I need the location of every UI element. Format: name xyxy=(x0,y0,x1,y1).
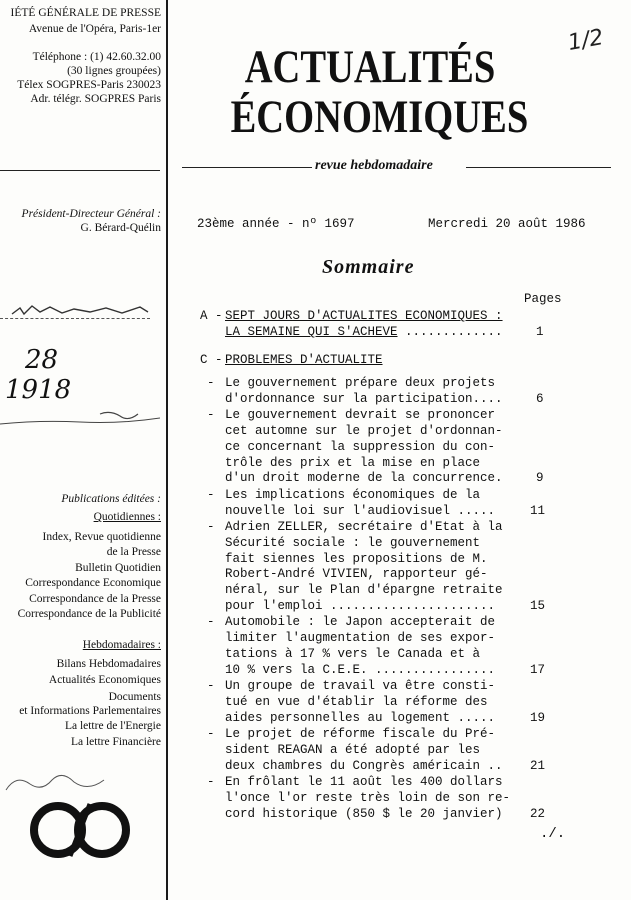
issue-number: 23ème année - nº 1697 xyxy=(197,217,355,231)
item-line: néral, sur le Plan d'épargne retraite xyxy=(225,583,503,598)
item-page: 9 xyxy=(536,471,544,486)
item-line: d'ordonnance sur la participation.... xyxy=(225,391,503,406)
item-line: aides personnelles au logement ..... xyxy=(225,710,496,725)
sommaire-title: Sommaire xyxy=(322,256,415,278)
masthead-line1: ACTUALITÉS xyxy=(244,41,496,93)
item-line: Automobile : le Japon accepterait de xyxy=(225,615,496,630)
item-line: Les implications économiques de la xyxy=(225,487,481,502)
daily-pub-3: Bulletin Quotidien xyxy=(75,562,161,574)
section-a-letter: A - xyxy=(200,309,223,323)
publisher-name: IÉTÉ GÉNÉRALE DE PRESSE xyxy=(10,7,161,19)
continuation-mark: ./. xyxy=(540,826,566,842)
item-line: Un groupe de travail va être consti- xyxy=(225,679,496,694)
item-line: Sécurité sociale : le gouvernement xyxy=(225,535,481,550)
item-line: Adrien ZELLER, secrétaire d'Etat à la xyxy=(225,520,503,534)
publications-heading: Publications éditées : xyxy=(61,493,161,505)
section-c-letter: C - xyxy=(200,353,223,367)
item-line: Le gouvernement prépare deux projets xyxy=(225,376,496,390)
item-line: nouvelle loi sur l'audiovisuel ..... xyxy=(225,503,496,518)
daily-pub-2: de la Presse xyxy=(106,546,161,558)
weekly-pub-5: La lettre de l'Energie xyxy=(64,720,161,732)
publisher-telegram: Adr. télégr. SOGPRES Paris xyxy=(30,93,161,105)
weekly-pub-1: Bilans Hebdomadaires xyxy=(56,658,161,670)
daily-pub-1: Index, Revue quotidienne xyxy=(42,531,161,543)
section-c-title: PROBLEMES D'ACTUALITE xyxy=(225,353,383,367)
section-a-line2: LA SEMAINE QUI S'ACHEVE xyxy=(225,325,398,339)
item-page: 22 xyxy=(530,806,546,821)
item-dash: - xyxy=(207,487,215,502)
weekly-pub-3: Documents xyxy=(108,691,161,703)
item-line: cet automne sur le projet d'ordonnan- xyxy=(225,424,503,438)
item-dash: - xyxy=(207,679,215,694)
item-dash: - xyxy=(207,408,215,423)
weekly-pub-2: Actualités Economiques xyxy=(48,674,161,686)
item-page: 17 xyxy=(530,662,546,677)
weekly-pub-4: et Informations Parlementaires xyxy=(19,705,161,717)
item-line: Robert-André VIVIEN, rapporteur gé- xyxy=(225,567,488,582)
daily-pub-5: Correspondance de la Presse xyxy=(29,593,161,605)
left-separator xyxy=(0,170,160,171)
stamp-scribble xyxy=(10,300,150,322)
item-dash: - xyxy=(207,376,215,390)
sogpres-logo xyxy=(20,800,140,860)
masthead-subtitle: revue hebdomadaire xyxy=(315,158,433,173)
director-name: G. Bérard-Quélin xyxy=(80,222,161,234)
item-line: En frôlant le 11 août les 400 dollars xyxy=(225,775,503,790)
subtitle-rule-left xyxy=(182,167,312,168)
stamp-number: 28 xyxy=(25,345,59,375)
corner-note: 1/2 xyxy=(566,25,606,56)
item-line: d'un droit moderne de la concurrence. xyxy=(225,471,503,486)
issue-date: Mercredi 20 août 1986 xyxy=(428,217,586,231)
section-a-line1: SEPT JOURS D'ACTUALITES ECONOMIQUES : xyxy=(225,309,503,323)
item-line: l'once l'or reste très loin de son re- xyxy=(225,791,511,805)
item-page: 15 xyxy=(530,599,546,613)
pages-label: Pages xyxy=(524,292,562,306)
item-line: fait siennes les propositions de M. xyxy=(225,551,488,566)
column-divider xyxy=(166,0,168,900)
weekly-heading: Hebdomadaires : xyxy=(82,639,161,651)
section-a-dots: ............. xyxy=(397,325,503,339)
logo-scribble xyxy=(2,770,152,800)
section-a-page: 1 xyxy=(536,325,544,339)
item-page: 11 xyxy=(530,503,546,518)
item-line: Le gouvernement devrait se prononcer xyxy=(225,408,496,423)
stamp-year: 1918 xyxy=(5,375,72,405)
item-line: trôle des prix et la mise en place xyxy=(225,455,481,470)
item-dash: - xyxy=(207,775,215,790)
daily-heading: Quotidiennes : xyxy=(93,511,161,523)
item-line: pour l'emploi ...................... xyxy=(225,599,496,613)
publisher-lines: (30 lignes groupées) xyxy=(67,65,161,77)
publisher-address: Avenue de l'Opéra, Paris-1er xyxy=(28,23,161,35)
publisher-telex: Télex SOGPRES-Paris 230023 xyxy=(17,79,161,91)
item-page: 19 xyxy=(530,710,546,725)
item-dash: - xyxy=(207,727,215,742)
item-line: sident REAGAN a été adopté par les xyxy=(225,743,481,757)
item-dash: - xyxy=(207,615,215,630)
daily-pub-6: Correspondance de la Publicité xyxy=(17,608,161,620)
stamp-scrawl xyxy=(0,410,160,434)
item-line: tué en vue d'établir la réforme des xyxy=(225,695,488,709)
item-dash: - xyxy=(207,520,215,534)
item-line: cord historique (850 $ le 20 janvier) xyxy=(225,806,503,821)
director-title: Président-Directeur Général : xyxy=(21,208,161,220)
item-line: Le projet de réforme fiscale du Pré- xyxy=(225,727,496,742)
item-line: ce concernant la suppression du con- xyxy=(225,439,496,454)
item-line: tations à 17 % vers le Canada et à xyxy=(225,647,481,661)
publisher-phone: Téléphone : (1) 42.60.32.00 xyxy=(32,51,161,63)
item-line: 10 % vers la C.E.E. ................ xyxy=(225,662,496,677)
item-page: 21 xyxy=(530,758,546,773)
item-line: limiter l'augmentation de ses expor- xyxy=(225,631,496,646)
daily-pub-4: Correspondance Economique xyxy=(25,577,161,589)
item-line: deux chambres du Congrès américain .. xyxy=(225,758,503,773)
item-page: 6 xyxy=(536,391,544,406)
masthead-line2: ÉCONOMIQUES xyxy=(230,91,529,143)
weekly-pub-6: La lettre Financière xyxy=(70,736,161,748)
subtitle-rule-right xyxy=(466,167,611,168)
